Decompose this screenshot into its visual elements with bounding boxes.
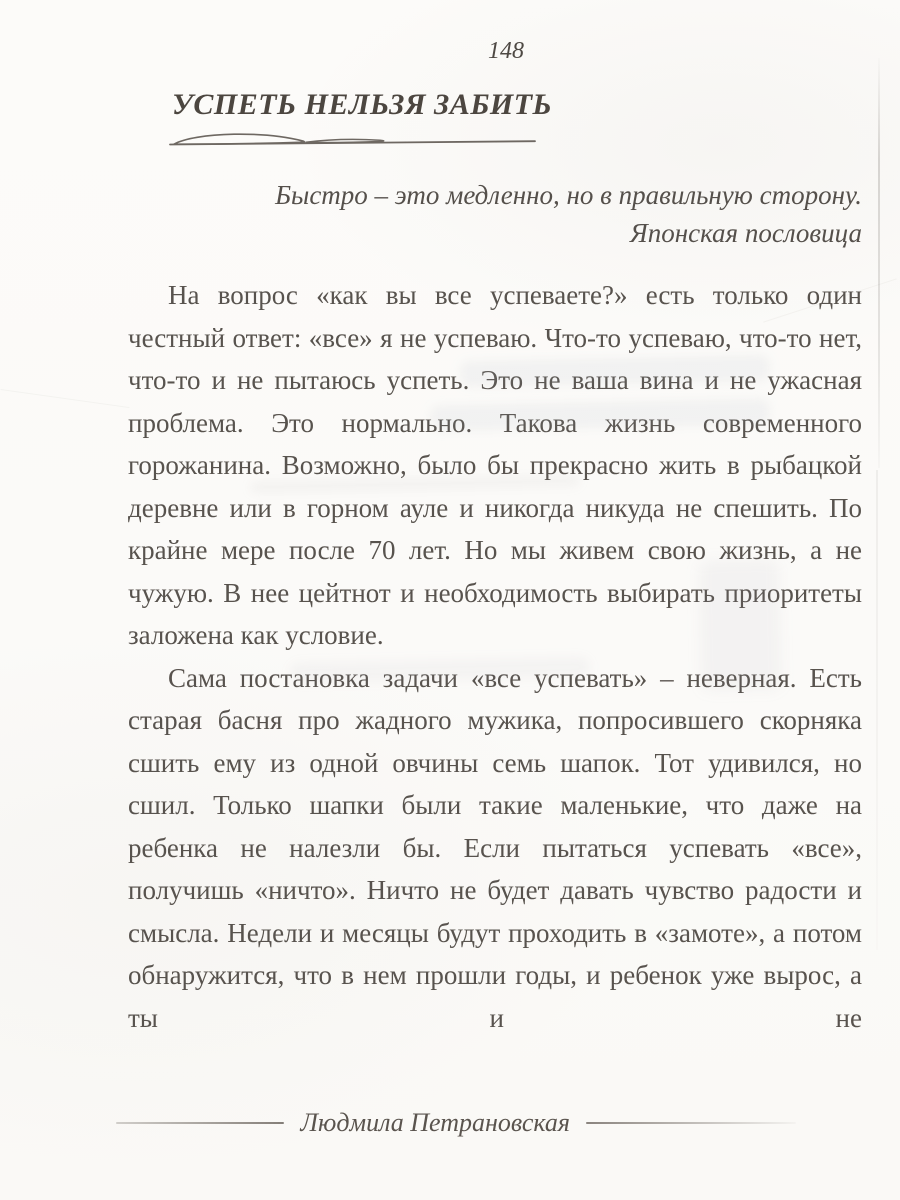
epigraph-attribution: Японская пословица — [629, 218, 862, 248]
paper-crease — [1, 389, 130, 408]
footer-author: Людмила Петрановская — [300, 1108, 570, 1137]
page-number: 148 — [488, 38, 524, 64]
paragraph: На вопрос «как вы все успеваете?» есть только один честный ответ: «все» я не успеваю. Что-то успеваю, что-то нет, что-то и не пытаюсь успеть. Это не ваша вина и не ужасная проблема. Это нормально. Такова жизнь современного горожанина. Возможно, было бы прекрасно жить в рыбацкой деревне или в горном ауле и никогда никуда не спешить. По крайне мере после 70 лет. Но мы живем свою жизнь, а не чужую. В нее цейтнот и необходимость выбирать приоритеты заложена как условие. — [128, 280, 862, 650]
running-footer — [116, 1108, 796, 1138]
epigraph-quote: Быстро – это медленно, но в правильную сторону. — [275, 180, 862, 210]
footer-rule-left — [116, 1122, 284, 1124]
title-flourish-ornament — [166, 128, 538, 150]
page-edge-line-lower — [876, 470, 878, 950]
paragraph: Сама постановка задачи «все успевать» – неверная. Есть старая басня про жадного мужика, попросившего скорняка сшить ему из одной овчины семь шапок. Тот удивился, но сшил. Только шапки были такие маленькие, что даже на ребенка не налезли бы. Если пытаться успевать «все», получишь «ничто». Ничто не будет давать чувство радости и смысла. Недели и месяцы будут проходить в «замоте», а потом обнаружится, что в нем прошли годы, и ребенок уже вырос, а ты и не — [128, 662, 862, 1033]
page-edge-line — [878, 58, 880, 468]
footer-rule-right — [586, 1122, 796, 1124]
show-through-artifact — [699, 559, 782, 691]
epigraph — [128, 176, 862, 252]
chapter-title: УСПЕТЬ НЕЛЬЗЯ ЗАБИТЬ — [172, 88, 553, 121]
